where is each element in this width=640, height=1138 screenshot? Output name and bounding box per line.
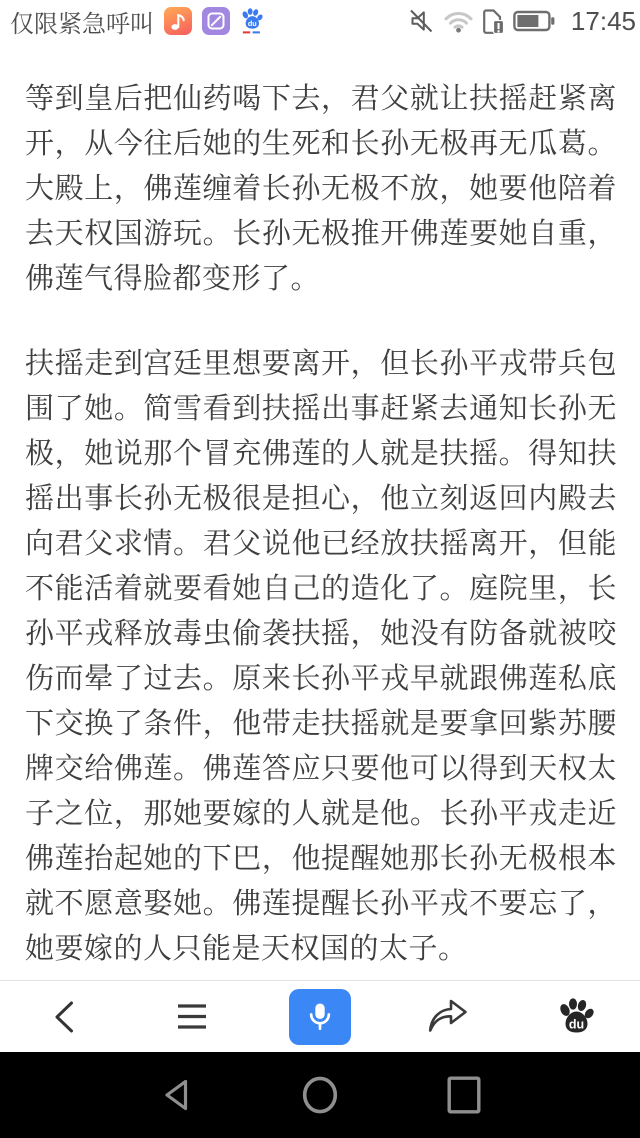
system-status-icons (408, 6, 637, 37)
voice-search-button[interactable] (256, 981, 384, 1052)
nav-home-button[interactable] (301, 1075, 339, 1115)
share-icon (427, 999, 469, 1035)
article-body (0, 42, 640, 972)
back-triangle-icon (159, 1077, 193, 1113)
wifi-icon (443, 9, 474, 33)
gallery-app-icon (202, 7, 230, 35)
mute-icon (408, 8, 435, 34)
baidu-home-button[interactable] (512, 981, 640, 1052)
microphone-icon (304, 1001, 336, 1032)
carrier-status-text: 仅限紧急呼叫 (10, 10, 154, 38)
notification-icons (164, 7, 264, 35)
baidu-paw-icon (557, 996, 595, 1037)
baidu-du-text: du (568, 1017, 585, 1032)
baidu-paw-notification-icon (240, 7, 264, 35)
clock-text: 17:45 (570, 5, 636, 36)
menu-icon (177, 1003, 207, 1030)
battery-icon (513, 10, 555, 32)
home-circle-icon (301, 1075, 339, 1115)
status-bar (0, 0, 640, 42)
baidu-du-text: du (247, 19, 257, 29)
back-chevron-icon (52, 1000, 76, 1034)
browser-toolbar (0, 980, 640, 1052)
sim-alert-icon (482, 8, 505, 35)
android-navigation-bar (0, 1052, 640, 1138)
article-paragraph: 扶摇走到宫廷里想要离开，但长孙平戎带兵包围了她。简雪看到扶摇出事赶紧去通知长孙无极，她说那个冒充佛莲的人就是扶摇。得知扶摇出事长孙无极很是担心，他立刻返回内殿去向君父求情。君父说他已经放扶摇离开，但能不能活着就要看她自己的造化了。庭院里，长孙平戎释放毒虫偷袭扶摇，她没有防备就被咬伤而晕了过去。原来长孙平戎早就跟佛莲私底下交换了条件，他带走扶摇就是要拿回紫苏腰牌交给佛莲。佛莲答应只要他可以得到天权太子之位，那她要嫁的人就是他。长孙平戎走近佛莲抬起她的下巴，他提醒她那长孙无极根本就不愿意娶她。佛莲提醒长孙平戎不要忘了，她要嫁的人只能是天权国的太子。 (25, 348, 617, 965)
menu-button[interactable] (128, 981, 256, 1052)
nav-back-button[interactable] (159, 1077, 193, 1113)
music-app-icon (164, 7, 192, 35)
share-button[interactable] (384, 981, 512, 1052)
article-paragraph: 等到皇后把仙药喝下去，君父就让扶摇赶紧离开，从今往后她的生死和长孙无极再无瓜葛。大殿上，佛莲缠着长孙无极不放，她要他陪着去天权国游玩。长孙无极推开佛莲要她自重，佛莲气得脸都变形了。 (25, 83, 617, 295)
voice-search-button-background (289, 989, 351, 1045)
nav-recents-button[interactable] (447, 1076, 481, 1114)
back-button[interactable] (0, 981, 128, 1052)
recents-square-icon (447, 1076, 481, 1114)
